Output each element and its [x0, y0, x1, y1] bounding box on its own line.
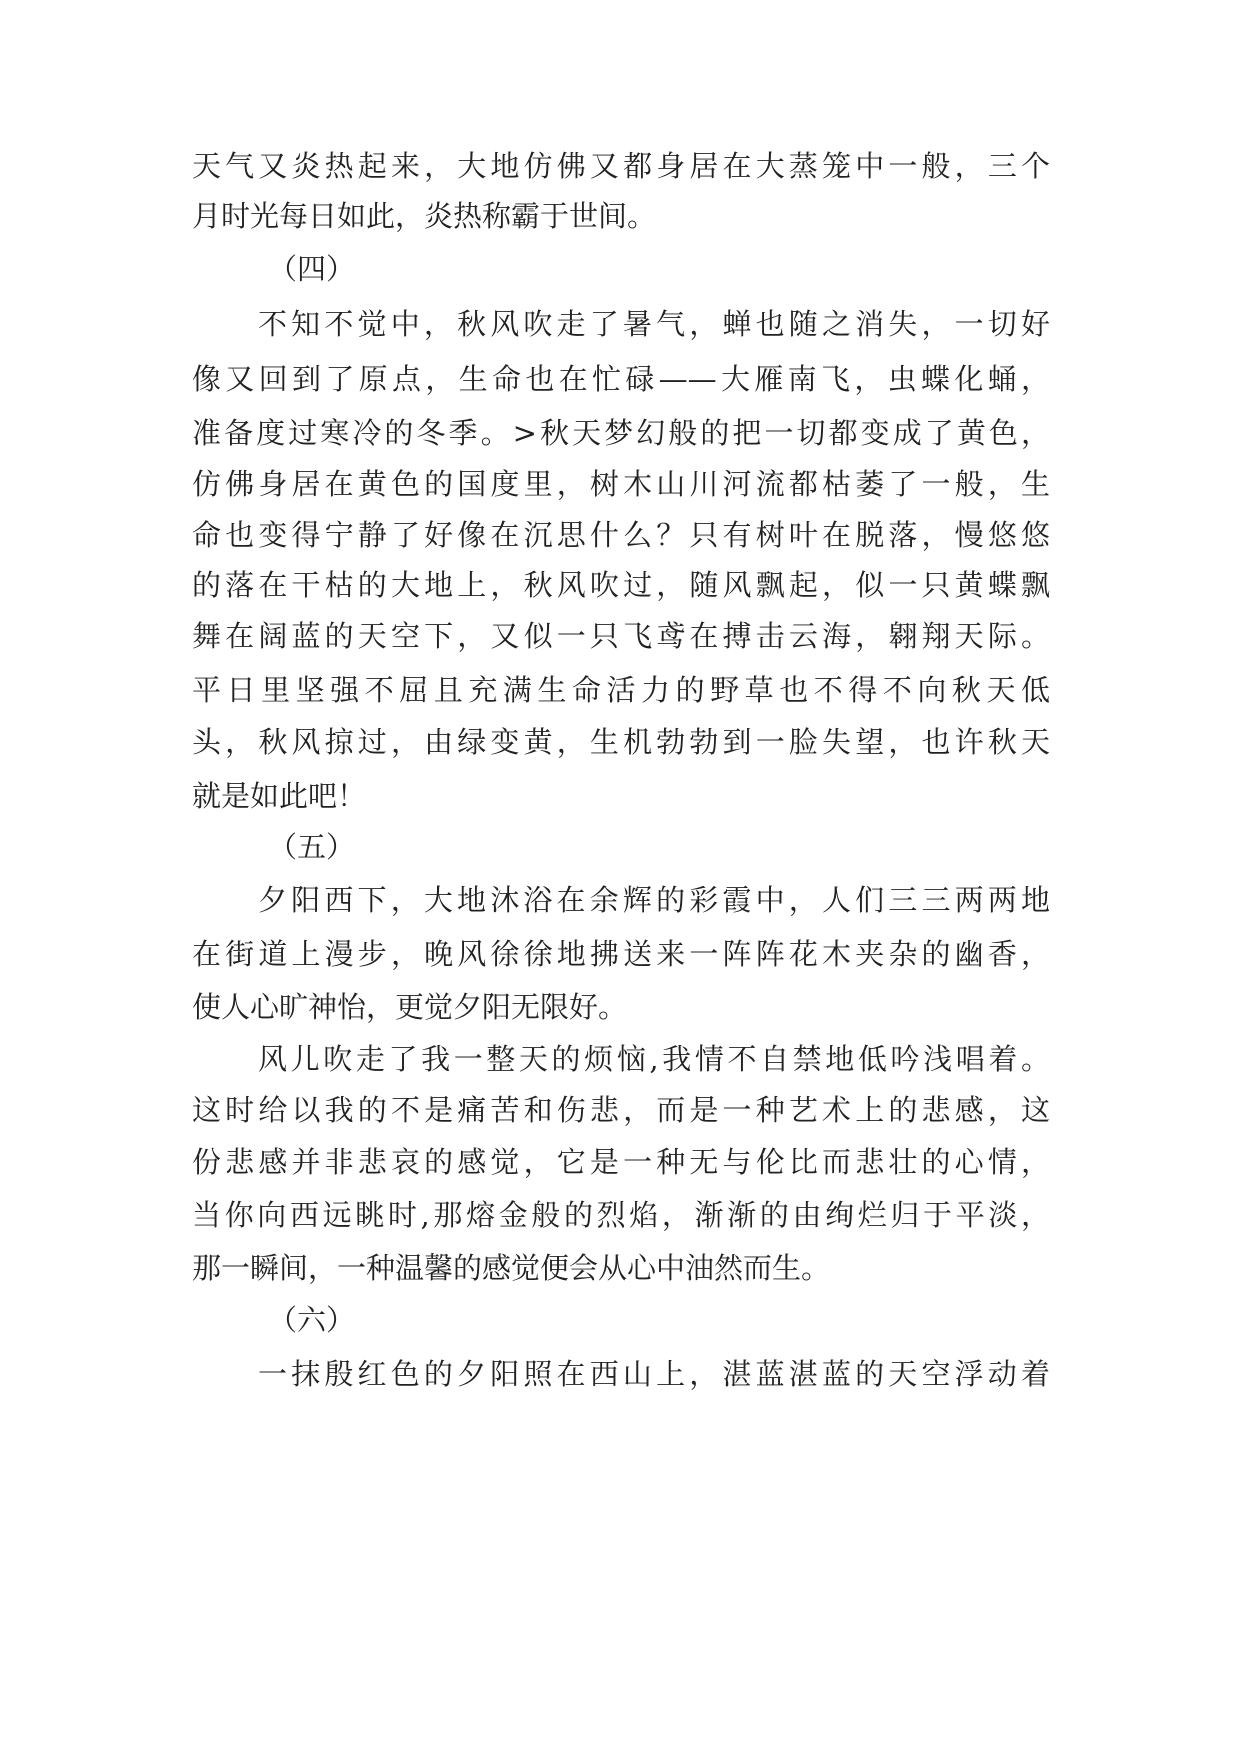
text-line: 不知不觉中，秋风吹走了暑气，蝉也随之消失，一切好 [258, 307, 1050, 341]
text-line: 像又回到了原点，生命也在忙碌——大雁南飞，虫蝶化蛹， [192, 362, 1050, 396]
text-line: 的落在干枯的大地上，秋风吹过，随风飘起，似一只黄蝶飘 [192, 568, 1050, 602]
text-line: 一抹殷红色的夕阳照在西山上，湛蓝湛蓝的天空浮动着 [258, 1357, 1050, 1391]
text-line: 舞在阔蓝的天空下，又似一只飞鸢在搏击云海，翱翔天际。 [192, 619, 1050, 653]
text-line: 那一瞬间，一种温馨的感觉便会从心中油然而生。 [192, 1251, 831, 1285]
text-line: 当你向西远眺时,那熔金般的烈焰，渐渐的由绚烂归于平淡， [192, 1198, 1050, 1232]
section-heading: （四） [268, 252, 356, 286]
text-line: 准备度过寒冷的冬季。>秋天梦幻般的把一切都变成了黄色， [192, 416, 1050, 450]
text-line: 头，秋风掠过，由绿变黄，生机勃勃到一脸失望，也许秋天 [192, 725, 1050, 759]
text-line: 夕阳西下，大地沐浴在余辉的彩霞中，人们三三两两地 [258, 883, 1050, 917]
text-line: 份悲感并非悲哀的感觉，它是一种无与伦比而悲壮的心情， [192, 1145, 1050, 1179]
text-line: 天气又炎热起来，大地仿佛又都身居在大蒸笼中一般，三个 [192, 149, 1050, 183]
text-line: 平日里坚强不屈且充满生命活力的野草也不得不向秋天低 [192, 673, 1050, 707]
text-line: 命也变得宁静了好像在沉思什么？只有树叶在脱落，慢悠悠 [192, 518, 1050, 552]
text-line: 这时给以我的不是痛苦和伤悲，而是一种艺术上的悲感，这 [192, 1093, 1050, 1127]
section-heading: （六） [268, 1303, 356, 1337]
text-line: 风儿吹走了我一整天的烦恼,我情不自禁地低吟浅唱着。 [258, 1042, 1050, 1076]
text-line: 使人心旷神怡，更觉夕阳无限好。 [192, 990, 628, 1024]
section-heading: （五） [268, 830, 356, 864]
text-line: 就是如此吧！ [192, 779, 367, 813]
text-line: 仿佛身居在黄色的国度里，树木山川河流都枯萎了一般，生 [192, 467, 1050, 501]
text-line: 在街道上漫步，晚风徐徐地拂送来一阵阵花木夹杂的幽香， [192, 937, 1050, 971]
text-line: 月时光每日如此，炎热称霸于世间。 [192, 199, 657, 233]
